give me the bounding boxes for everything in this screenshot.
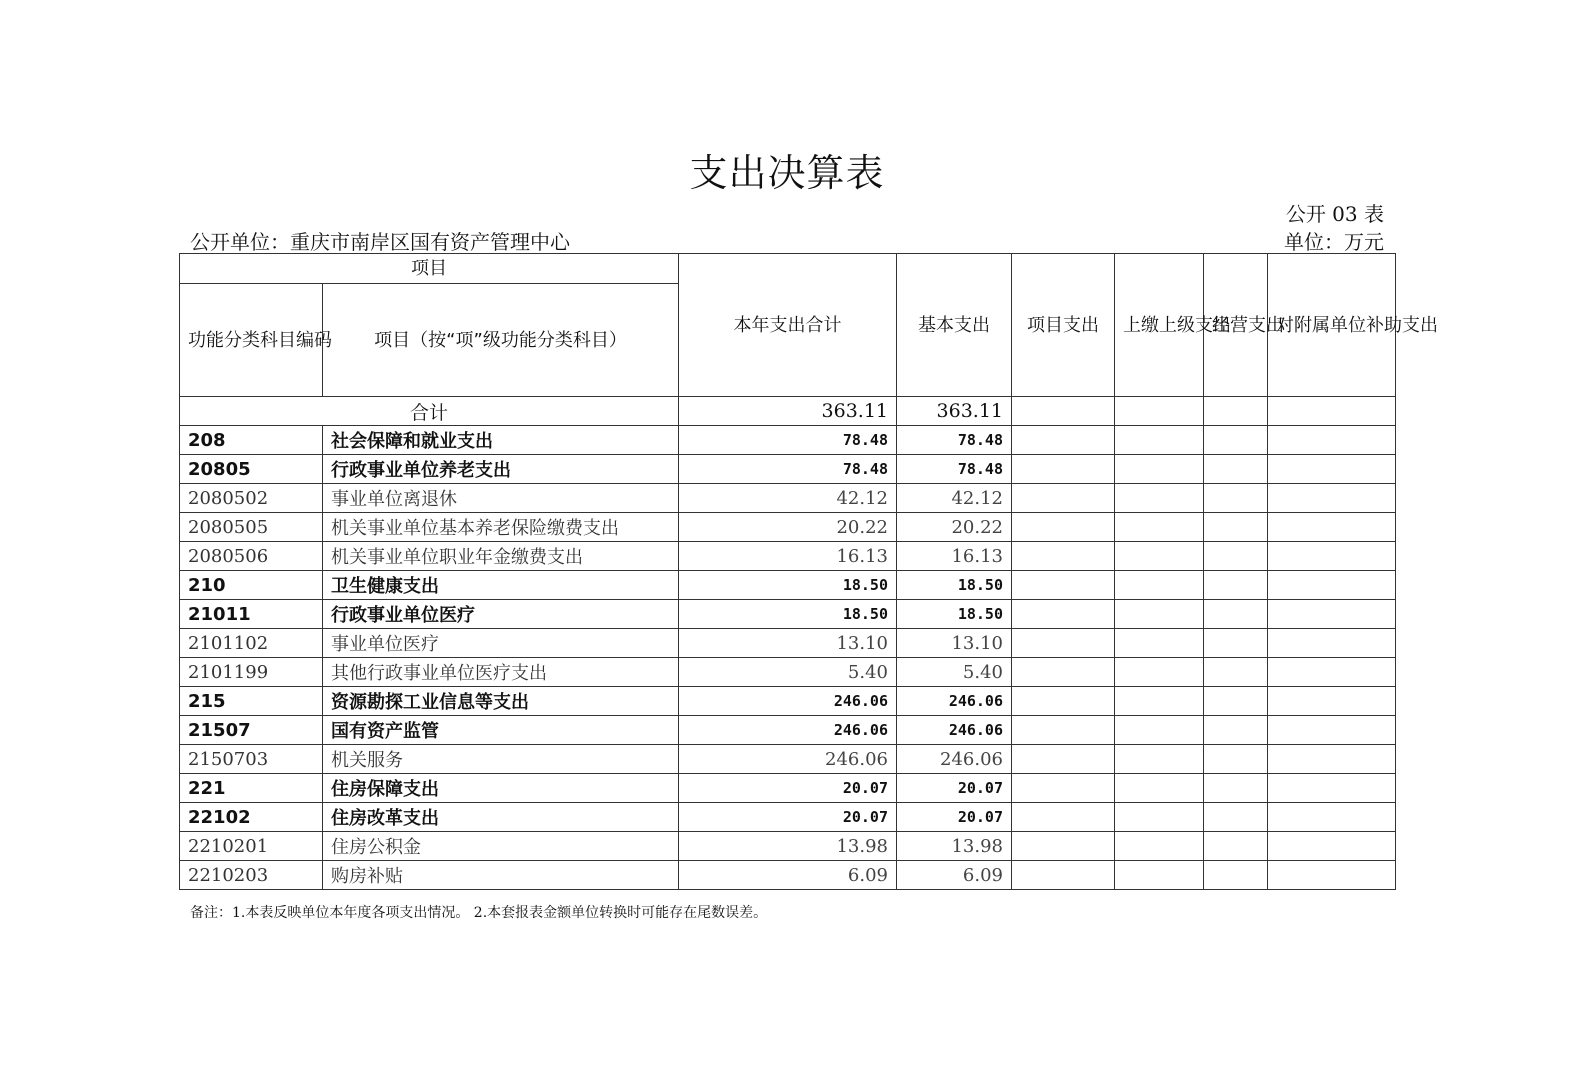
row-name: 资源勘探工业信息等支出: [323, 687, 679, 716]
row-project: [1012, 426, 1115, 455]
row-code: 208: [180, 426, 323, 455]
row-project: [1012, 745, 1115, 774]
row-subsidy: [1268, 484, 1396, 513]
row-upper: [1115, 542, 1204, 571]
row-total: 42.12: [679, 484, 897, 513]
total-upper: [1115, 397, 1204, 426]
row-project: [1012, 774, 1115, 803]
row-basic: 246.06: [897, 745, 1012, 774]
row-business: [1204, 832, 1268, 861]
form-number: 公开 03 表: [1285, 202, 1384, 226]
row-business: [1204, 484, 1268, 513]
row-upper: [1115, 774, 1204, 803]
header-business: 经营支出: [1204, 254, 1268, 397]
row-total: 20.07: [679, 774, 897, 803]
table-row: [180, 774, 1396, 803]
row-basic: 78.48: [897, 455, 1012, 484]
row-upper: [1115, 716, 1204, 745]
row-upper: [1115, 513, 1204, 542]
table-row: [180, 484, 1396, 513]
row-basic: 18.50: [897, 600, 1012, 629]
header-total: 本年支出合计: [679, 254, 897, 397]
total-row: [180, 397, 1396, 426]
row-name: 其他行政事业单位医疗支出: [323, 658, 679, 687]
row-code: 2080502: [180, 484, 323, 513]
row-upper: [1115, 426, 1204, 455]
row-total: 246.06: [679, 687, 897, 716]
row-upper: [1115, 861, 1204, 890]
row-name: 购房补贴: [323, 861, 679, 890]
row-project: [1012, 716, 1115, 745]
row-basic: 42.12: [897, 484, 1012, 513]
row-name: 住房公积金: [323, 832, 679, 861]
total-business: [1204, 397, 1268, 426]
row-upper: [1115, 629, 1204, 658]
total-basic: 363.11: [897, 397, 1012, 426]
total-project: [1012, 397, 1115, 426]
row-basic: 16.13: [897, 542, 1012, 571]
row-project: [1012, 629, 1115, 658]
row-business: [1204, 455, 1268, 484]
row-total: 18.50: [679, 571, 897, 600]
row-name: 机关服务: [323, 745, 679, 774]
table-row: [180, 832, 1396, 861]
header-row-1: [180, 254, 1396, 284]
row-subsidy: [1268, 861, 1396, 890]
row-total: 18.50: [679, 600, 897, 629]
row-subsidy: [1268, 600, 1396, 629]
row-code: 221: [180, 774, 323, 803]
row-basic: 246.06: [897, 687, 1012, 716]
row-project: [1012, 600, 1115, 629]
row-total: 13.10: [679, 629, 897, 658]
row-business: [1204, 803, 1268, 832]
row-business: [1204, 774, 1268, 803]
row-upper: [1115, 832, 1204, 861]
expenditure-table: [179, 253, 1438, 890]
row-upper: [1115, 484, 1204, 513]
row-basic: 78.48: [897, 426, 1012, 455]
row-name: 事业单位离退休: [323, 484, 679, 513]
row-basic: 13.10: [897, 629, 1012, 658]
footnote: 备注：1.本表反映单位本年度各项支出情况。 2.本套报表金额单位转换时可能存在尾数误差。: [190, 905, 768, 921]
row-project: [1012, 513, 1115, 542]
row-basic: 20.22: [897, 513, 1012, 542]
row-basic: 20.07: [897, 803, 1012, 832]
row-basic: 6.09: [897, 861, 1012, 890]
total-subsidy: [1268, 397, 1396, 426]
row-upper: [1115, 658, 1204, 687]
row-subsidy: [1268, 832, 1396, 861]
row-subsidy: [1268, 542, 1396, 571]
row-code: 2101199: [180, 658, 323, 687]
header-project: 项目支出: [1012, 254, 1115, 397]
table-row: [180, 629, 1396, 658]
row-subsidy: [1268, 716, 1396, 745]
row-code: 22102: [180, 803, 323, 832]
row-name: 机关事业单位基本养老保险缴费支出: [323, 513, 679, 542]
table-row: [180, 426, 1396, 455]
row-subsidy: [1268, 745, 1396, 774]
table-row: [180, 803, 1396, 832]
row-code: 2150703: [180, 745, 323, 774]
row-business: [1204, 658, 1268, 687]
row-basic: 246.06: [897, 716, 1012, 745]
row-project: [1012, 542, 1115, 571]
row-total: 20.07: [679, 803, 897, 832]
row-code: 20805: [180, 455, 323, 484]
row-code: 2210203: [180, 861, 323, 890]
row-project: [1012, 687, 1115, 716]
row-basic: 20.07: [897, 774, 1012, 803]
row-business: [1204, 600, 1268, 629]
table-row: [180, 600, 1396, 629]
row-code: 2080506: [180, 542, 323, 571]
row-business: [1204, 716, 1268, 745]
table-row: [180, 861, 1396, 890]
header-upper: 上缴上级支出: [1115, 254, 1204, 397]
row-project: [1012, 803, 1115, 832]
row-name: 社会保障和就业支出: [323, 426, 679, 455]
row-business: [1204, 426, 1268, 455]
row-project: [1012, 658, 1115, 687]
row-code: 210: [180, 571, 323, 600]
row-business: [1204, 745, 1268, 774]
row-total: 246.06: [679, 745, 897, 774]
row-subsidy: [1268, 629, 1396, 658]
table-row: [180, 687, 1396, 716]
header-basic: 基本支出: [897, 254, 1012, 397]
row-upper: [1115, 455, 1204, 484]
page-title: 支出决算表: [689, 151, 885, 195]
row-subsidy: [1268, 426, 1396, 455]
row-business: [1204, 513, 1268, 542]
row-project: [1012, 484, 1115, 513]
table-row: [180, 455, 1396, 484]
row-total: 5.40: [679, 658, 897, 687]
table-row: [180, 513, 1396, 542]
row-business: [1204, 571, 1268, 600]
table-row: [180, 542, 1396, 571]
row-business: [1204, 629, 1268, 658]
row-total: 246.06: [679, 716, 897, 745]
row-code: 21011: [180, 600, 323, 629]
row-project: [1012, 832, 1115, 861]
row-upper: [1115, 600, 1204, 629]
table-row: [180, 658, 1396, 687]
row-upper: [1115, 571, 1204, 600]
total-label: 合计: [180, 397, 679, 426]
row-total: 20.22: [679, 513, 897, 542]
total-amount: 363.11: [679, 397, 897, 426]
row-code: 215: [180, 687, 323, 716]
row-name: 卫生健康支出: [323, 571, 679, 600]
row-code: 2080505: [180, 513, 323, 542]
row-total: 13.98: [679, 832, 897, 861]
header-subsidy: 对附属单位补助支出: [1268, 254, 1396, 397]
row-code: 2210201: [180, 832, 323, 861]
currency-unit: 单位：万元: [1284, 230, 1384, 254]
row-upper: [1115, 687, 1204, 716]
table-row: [180, 716, 1396, 745]
row-business: [1204, 861, 1268, 890]
row-business: [1204, 542, 1268, 571]
row-name: 住房改革支出: [323, 803, 679, 832]
row-subsidy: [1268, 455, 1396, 484]
row-subsidy: [1268, 513, 1396, 542]
row-upper: [1115, 803, 1204, 832]
row-name: 事业单位医疗: [323, 629, 679, 658]
row-subsidy: [1268, 774, 1396, 803]
row-subsidy: [1268, 571, 1396, 600]
row-total: 6.09: [679, 861, 897, 890]
row-business: [1204, 687, 1268, 716]
row-name: 行政事业单位养老支出: [323, 455, 679, 484]
header-code: 功能分类科目编码: [180, 284, 323, 397]
row-total: 78.48: [679, 426, 897, 455]
row-code: 21507: [180, 716, 323, 745]
header-name: 项目（按“项”级功能分类科目）: [323, 284, 679, 397]
table-row: [180, 571, 1396, 600]
row-basic: 5.40: [897, 658, 1012, 687]
row-upper: [1115, 745, 1204, 774]
row-subsidy: [1268, 803, 1396, 832]
header-item-group: 项目: [180, 254, 679, 284]
row-basic: 18.50: [897, 571, 1012, 600]
row-project: [1012, 861, 1115, 890]
row-name: 行政事业单位医疗: [323, 600, 679, 629]
row-total: 16.13: [679, 542, 897, 571]
row-subsidy: [1268, 658, 1396, 687]
row-basic: 13.98: [897, 832, 1012, 861]
row-name: 国有资产监管: [323, 716, 679, 745]
row-total: 78.48: [679, 455, 897, 484]
row-project: [1012, 571, 1115, 600]
table-row: [180, 745, 1396, 774]
row-code: 2101102: [180, 629, 323, 658]
row-name: 住房保障支出: [323, 774, 679, 803]
row-name: 机关事业单位职业年金缴费支出: [323, 542, 679, 571]
row-subsidy: [1268, 687, 1396, 716]
row-project: [1012, 455, 1115, 484]
reporting-unit: 公开单位：重庆市南岸区国有资产管理中心: [190, 230, 570, 254]
